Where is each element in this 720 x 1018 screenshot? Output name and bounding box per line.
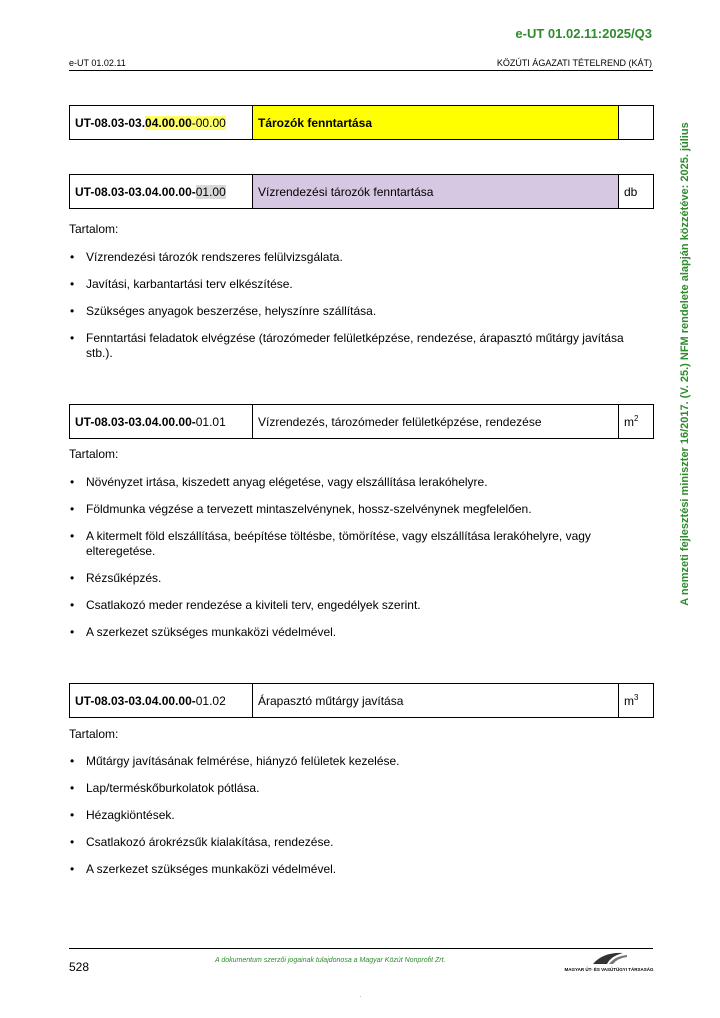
section-table-2 bbox=[69, 404, 654, 439]
road-rail-logo-icon bbox=[563, 950, 655, 972]
header-left-text: e-UT 01.02.11 bbox=[69, 58, 126, 68]
item-title: Vízrendezés, tározómeder felületképzése, rendezése bbox=[253, 405, 619, 439]
side-publication-note bbox=[676, 96, 694, 631]
page-mark: · bbox=[359, 992, 362, 1001]
item-code: UT-08.03-03.04.00.00-01.01 bbox=[70, 405, 253, 439]
item-code: UT-08.03-03.04.00.00-01.00 bbox=[70, 175, 253, 209]
document-id: e-UT 01.02.11:2025/Q3 bbox=[515, 26, 652, 41]
list-item: • Javítási, karbantartási terv elkészítése. bbox=[69, 277, 629, 292]
logo-text: MAGYAR ÚT- ÉS VASÚTÜGYI TÁRSASÁG bbox=[564, 967, 654, 972]
page-number: 528 bbox=[69, 960, 90, 974]
list-item: • Növényzet irtása, kiszedett anyag elégetése, vagy elszállítása lerakóhelyre. bbox=[69, 475, 629, 490]
section-table-1 bbox=[69, 174, 654, 209]
copyright-note: A dokumentum szerzői jogainak tulajdonosa a Magyar Közút Nonprofit Zrt. bbox=[215, 957, 446, 964]
content-list-2 bbox=[69, 475, 629, 652]
item-unit: $m^3$ bbox=[619, 684, 654, 718]
list-item: • Szükséges anyagok beszerzése, helyszínre szállítása. bbox=[69, 304, 629, 319]
item-code: UT-08.03-03.04.00.00-01.02 bbox=[70, 684, 253, 718]
content-label: Tartalom: bbox=[69, 727, 119, 741]
content-label: Tartalom: bbox=[69, 222, 119, 236]
footer-divider bbox=[69, 948, 653, 949]
item-unit: $m^2$ bbox=[619, 405, 654, 439]
content-label: Tartalom: bbox=[69, 447, 119, 461]
item-unit bbox=[619, 106, 654, 140]
list-item: • A szerkezet szükséges munkaközi védelmével. bbox=[69, 862, 629, 877]
list-item: • Műtárgy javításának felmérése, hiányzó felületek kezelése. bbox=[69, 754, 629, 769]
item-title: Árapasztó műtárgy javítása bbox=[253, 684, 619, 718]
header-divider bbox=[69, 70, 653, 71]
list-item: • A szerkezet szükséges munkaközi védelmével. bbox=[69, 625, 629, 640]
list-item: • Vízrendezési tározók rendszeres felülvizsgálata. bbox=[69, 250, 629, 265]
list-item: • Csatlakozó árokrézsűk kialakítása, rendezése. bbox=[69, 835, 629, 850]
list-item: • Rézsűképzés. bbox=[69, 571, 629, 586]
content-list-1 bbox=[69, 250, 629, 373]
section-table-3 bbox=[69, 683, 654, 718]
list-item: • Csatlakozó meder rendezése a kiviteli terv, engedélyek szerint. bbox=[69, 598, 629, 613]
list-item: • A kitermelt föld elszállítása, beépítése töltésbe, tömörítése, vagy elszállítása lerakóhelyre, vagy elteregetése. bbox=[69, 529, 629, 559]
item-title: Tározók fenntartása bbox=[253, 106, 619, 140]
item-code: UT-08.03-03.04.00.00-00.00 bbox=[70, 106, 253, 140]
item-unit: db bbox=[619, 175, 654, 209]
list-item: • Fenntartási feladatok elvégzése (tározómeder felületképzése, rendezése, árapasztó műtárgy javítása stb.). bbox=[69, 331, 629, 361]
item-title: Vízrendezési tározók fenntartása bbox=[253, 175, 619, 209]
content-list-3 bbox=[69, 754, 629, 889]
list-item: • Hézagkiöntések. bbox=[69, 808, 629, 823]
section-table-main bbox=[69, 105, 654, 140]
side-note-text: A nemzeti fejlesztési miniszter 16/2017. (V. 25.) NFM rendelete alapján közzétéve: 2025. július bbox=[679, 121, 691, 606]
list-item: • Lap/terméskőburkolatok pótlása. bbox=[69, 781, 629, 796]
list-item: • Földmunka végzése a tervezett mintaszelvénynek, hossz-szelvénynek megfelelően. bbox=[69, 502, 629, 517]
header-right-text: KÖZÚTI ÁGAZATI TÉTELREND (KÁT) bbox=[496, 58, 652, 68]
